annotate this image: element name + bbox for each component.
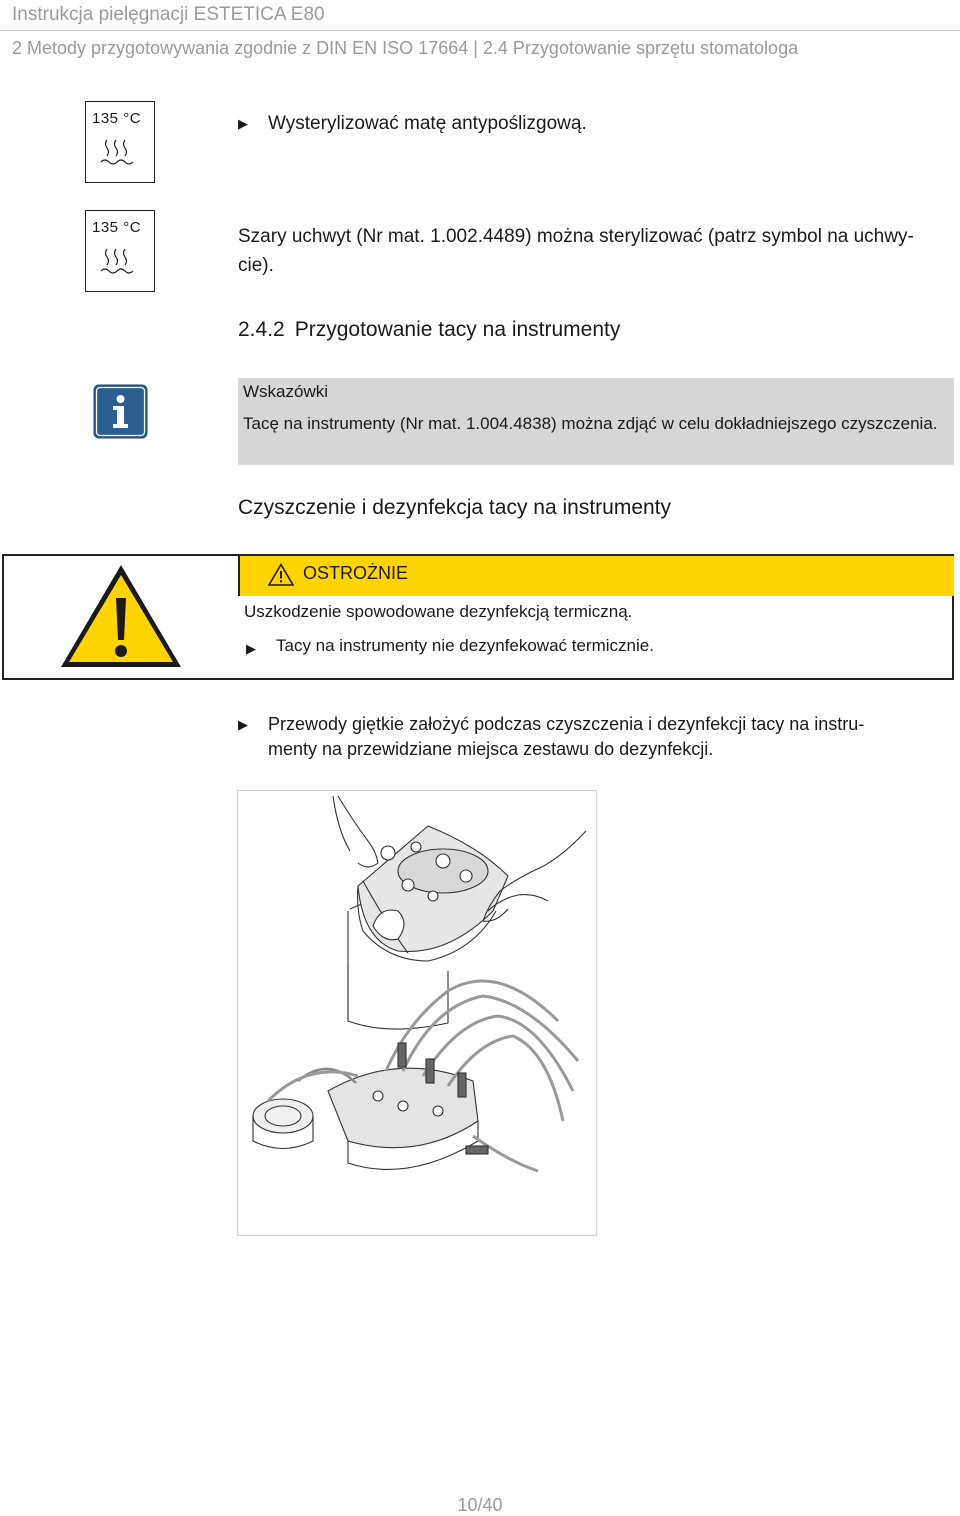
small-warning-icon	[268, 563, 294, 591]
temperature-label: 135 °C	[92, 110, 142, 127]
caution-label: OSTROŻNIE	[303, 563, 409, 583]
hoses-step-line1: Przewody giętkie założyć podczas czyszczenia i dezynfekcji tacy na instru-	[268, 714, 865, 734]
caution-instruction: Tacy na instrumenty nie dezynfekować termicznie.	[276, 636, 654, 655]
info-title: Wskazówki	[243, 382, 329, 401]
section-number: 2.4.2	[238, 318, 285, 341]
bullet-arrow-icon: ▶	[238, 116, 248, 131]
sterilization-symbol	[85, 101, 155, 183]
header-divider	[0, 30, 960, 31]
info-text: Tacę na instrumenty (Nr mat. 1.004.4838) można zdjąć w celu dokładniejszego czyszczenia.	[243, 414, 938, 433]
sterilization-symbol	[85, 210, 155, 292]
temperature-label: 135 °C	[92, 219, 142, 236]
caution-heading: Uszkodzenie spowodowane dezynfekcją termiczną.	[244, 602, 633, 621]
step-sterilize-mat: Wysterylizować matę antypoślizgową.	[268, 113, 587, 134]
steam-sterilization-icon	[100, 138, 140, 168]
hoses-step	[268, 712, 938, 762]
instrument-tray-illustration	[237, 790, 597, 1236]
breadcrumb: 2 Metody przygotowywania zgodnie z DIN EN ISO 17664 | 2.4 Przygotowanie sprzętu stomatologa	[12, 38, 799, 58]
document-title: Instrukcja pielęgnacji ESTETICA E80	[12, 4, 325, 25]
steam-sterilization-icon	[100, 247, 140, 277]
grey-handle-line2: cie).	[238, 255, 274, 276]
page-number: 10/40	[457, 1495, 503, 1515]
bullet-arrow-icon: ▶	[238, 717, 248, 732]
grey-handle-line1: Szary uchwyt (Nr mat. 1.002.4489) można sterylizować (patrz symbol na uchwy-	[238, 226, 914, 247]
grey-handle-note	[238, 222, 943, 280]
info-icon	[93, 384, 148, 444]
hoses-step-line2: menty na przewidziane miejsca zestawu do dezynfekcji.	[268, 739, 714, 759]
subheading: Czyszczenie i dezynfekcja tacy na instrumenty	[238, 496, 672, 519]
section-title: Przygotowanie tacy na instrumenty	[294, 318, 621, 341]
warning-triangle-icon	[58, 562, 184, 675]
section-heading	[238, 318, 620, 342]
bullet-arrow-icon: ▶	[246, 641, 256, 656]
